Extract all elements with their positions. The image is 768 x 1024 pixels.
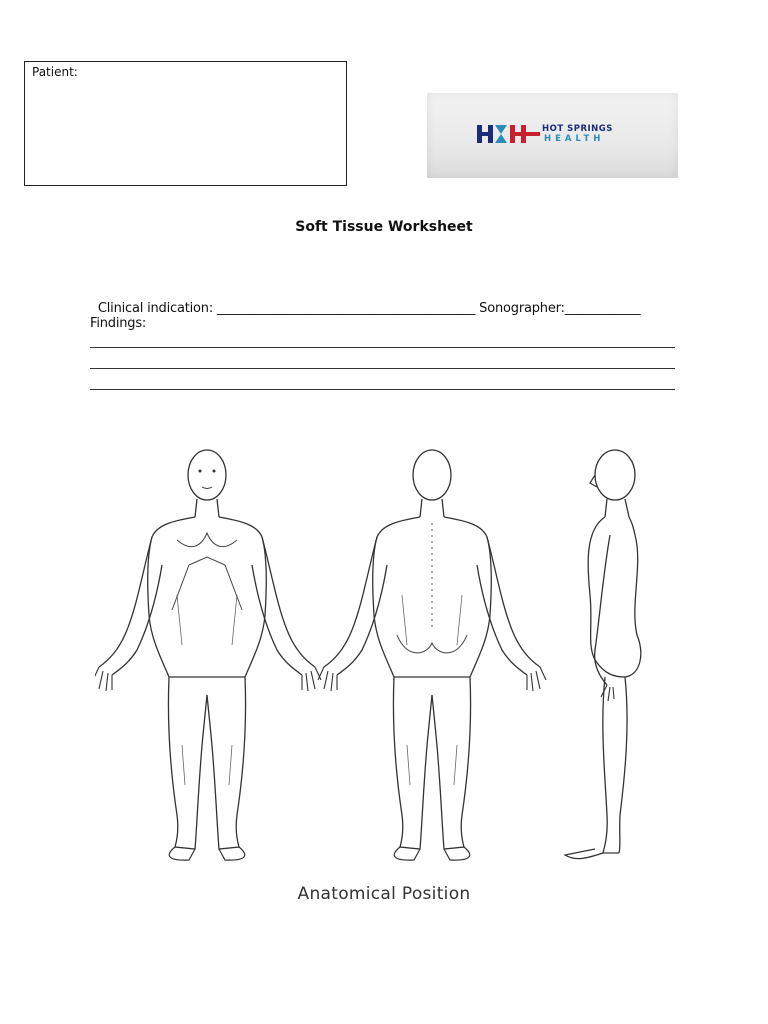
posterior-body-figure [318, 450, 546, 860]
patient-label: Patient: [32, 65, 78, 79]
logo-text-line1: HOT SPRINGS [542, 124, 613, 134]
page-title: Soft Tissue Worksheet [295, 219, 473, 235]
clinical-indication-field[interactable]: Clinical indication: _________________________________________ [97, 301, 476, 316]
findings-label: Findings: [90, 316, 147, 331]
logo-text-line2: HEALTH [544, 134, 605, 144]
findings-line[interactable] [90, 389, 675, 390]
hsh-logo-mark-icon [477, 123, 541, 145]
anatomical-figures [95, 435, 675, 865]
sonographer-field[interactable]: Sonographer:____________ [479, 301, 641, 316]
patient-box[interactable] [24, 61, 347, 186]
hospital-logo [427, 93, 678, 178]
findings-line[interactable] [90, 368, 675, 369]
lateral-body-figure [565, 450, 641, 859]
figure-caption: Anatomical Position [297, 884, 471, 904]
clinical-indication-row[interactable] [90, 286, 640, 316]
anterior-body-figure [95, 450, 321, 860]
findings-line[interactable] [90, 347, 675, 348]
